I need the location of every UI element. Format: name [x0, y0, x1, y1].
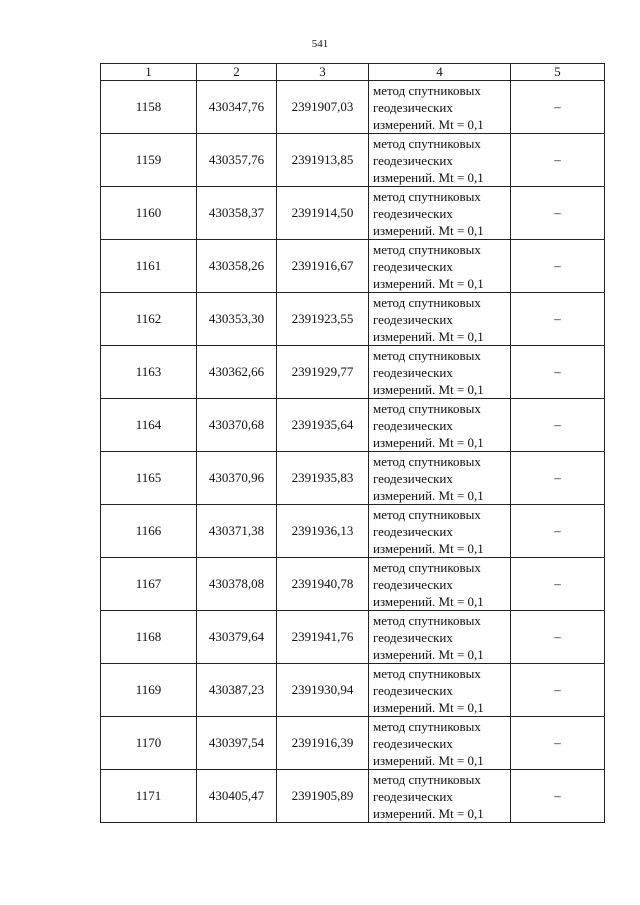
header-col-5: 5: [511, 64, 605, 81]
method-line: геодезических: [373, 629, 453, 645]
x-coordinate-cell: 430387,23: [197, 664, 277, 717]
note-cell: –: [511, 611, 605, 664]
header-row: [101, 64, 605, 81]
y-coordinate-cell: 2391936,13: [277, 505, 369, 558]
x-coordinate-cell: 430357,76: [197, 134, 277, 187]
method-cell: [369, 558, 511, 611]
point-number-cell: 1158: [101, 81, 197, 134]
method-line: метод спутниковых: [373, 135, 481, 151]
method-line: геодезических: [373, 735, 453, 751]
table-row: [101, 611, 605, 664]
header-col-1: 1: [101, 64, 197, 81]
point-number-cell: 1170: [101, 717, 197, 770]
method-cell: [369, 81, 511, 134]
note-cell: –: [511, 558, 605, 611]
x-coordinate-cell: 430353,30: [197, 293, 277, 346]
table-row: [101, 770, 605, 823]
y-coordinate-cell: 2391907,03: [277, 81, 369, 134]
table-body: [101, 81, 605, 823]
method-line: геодезических: [373, 417, 453, 433]
header-col-3: 3: [277, 64, 369, 81]
method-line: метод спутниковых: [373, 294, 481, 310]
method-line: измерений. Mt = 0,1: [373, 752, 484, 768]
method-cell: [369, 505, 511, 558]
point-number-cell: 1169: [101, 664, 197, 717]
method-line: геодезических: [373, 470, 453, 486]
method-cell: [369, 452, 511, 505]
x-coordinate-cell: 430362,66: [197, 346, 277, 399]
method-cell: [369, 770, 511, 823]
page-number: 541: [311, 38, 329, 50]
method-line: измерений. Mt = 0,1: [373, 646, 484, 662]
method-line: измерений. Mt = 0,1: [373, 699, 484, 715]
y-coordinate-cell: 2391914,50: [277, 187, 369, 240]
y-coordinate-cell: 2391905,89: [277, 770, 369, 823]
table-row: [101, 134, 605, 187]
method-line: геодезических: [373, 152, 453, 168]
method-line: измерений. Mt = 0,1: [373, 381, 484, 397]
method-cell: [369, 187, 511, 240]
note-cell: –: [511, 717, 605, 770]
note-cell: –: [511, 240, 605, 293]
x-coordinate-cell: 430370,96: [197, 452, 277, 505]
point-number-cell: 1167: [101, 558, 197, 611]
method-line: геодезических: [373, 205, 453, 221]
point-number-cell: 1165: [101, 452, 197, 505]
method-line: измерений. Mt = 0,1: [373, 222, 484, 238]
method-line: геодезических: [373, 788, 453, 804]
table-row: [101, 187, 605, 240]
x-coordinate-cell: 430379,64: [197, 611, 277, 664]
x-coordinate-cell: 430347,76: [197, 81, 277, 134]
method-line: измерений. Mt = 0,1: [373, 328, 484, 344]
method-line: измерений. Mt = 0,1: [373, 540, 484, 556]
table-row: [101, 399, 605, 452]
method-line: геодезических: [373, 311, 453, 327]
method-line: измерений. Mt = 0,1: [373, 593, 484, 609]
method-cell: [369, 293, 511, 346]
method-line: измерений. Mt = 0,1: [373, 169, 484, 185]
header-col-2: 2: [197, 64, 277, 81]
method-line: метод спутниковых: [373, 771, 481, 787]
method-cell: [369, 346, 511, 399]
point-number-cell: 1162: [101, 293, 197, 346]
method-line: метод спутниковых: [373, 453, 481, 469]
y-coordinate-cell: 2391941,76: [277, 611, 369, 664]
method-line: измерений. Mt = 0,1: [373, 116, 484, 132]
y-coordinate-cell: 2391913,85: [277, 134, 369, 187]
point-number-cell: 1164: [101, 399, 197, 452]
note-cell: –: [511, 81, 605, 134]
y-coordinate-cell: 2391940,78: [277, 558, 369, 611]
method-line: геодезических: [373, 523, 453, 539]
method-line: геодезических: [373, 576, 453, 592]
y-coordinate-cell: 2391923,55: [277, 293, 369, 346]
table-row: [101, 293, 605, 346]
method-cell: [369, 664, 511, 717]
x-coordinate-cell: 430378,08: [197, 558, 277, 611]
note-cell: –: [511, 293, 605, 346]
method-line: измерений. Mt = 0,1: [373, 487, 484, 503]
note-cell: –: [511, 770, 605, 823]
table-row: [101, 240, 605, 293]
method-line: геодезических: [373, 364, 453, 380]
note-cell: –: [511, 134, 605, 187]
x-coordinate-cell: 430405,47: [197, 770, 277, 823]
method-line: метод спутниковых: [373, 718, 481, 734]
method-line: метод спутниковых: [373, 665, 481, 681]
y-coordinate-cell: 2391930,94: [277, 664, 369, 717]
y-coordinate-cell: 2391929,77: [277, 346, 369, 399]
method-line: метод спутниковых: [373, 559, 481, 575]
point-number-cell: 1168: [101, 611, 197, 664]
x-coordinate-cell: 430358,26: [197, 240, 277, 293]
method-line: геодезических: [373, 99, 453, 115]
method-cell: [369, 240, 511, 293]
method-line: геодезических: [373, 682, 453, 698]
note-cell: –: [511, 399, 605, 452]
x-coordinate-cell: 430358,37: [197, 187, 277, 240]
x-coordinate-cell: 430371,38: [197, 505, 277, 558]
point-number-cell: 1171: [101, 770, 197, 823]
y-coordinate-cell: 2391935,64: [277, 399, 369, 452]
note-cell: –: [511, 505, 605, 558]
x-coordinate-cell: 430370,68: [197, 399, 277, 452]
note-cell: –: [511, 664, 605, 717]
method-line: метод спутниковых: [373, 400, 481, 416]
method-cell: [369, 134, 511, 187]
method-line: метод спутниковых: [373, 241, 481, 257]
table-row: [101, 558, 605, 611]
note-cell: –: [511, 187, 605, 240]
table-row: [101, 81, 605, 134]
header-col-4: 4: [369, 64, 511, 81]
note-cell: –: [511, 452, 605, 505]
method-line: метод спутниковых: [373, 82, 481, 98]
method-line: метод спутниковых: [373, 188, 481, 204]
method-line: измерений. Mt = 0,1: [373, 805, 484, 821]
point-number-cell: 1163: [101, 346, 197, 399]
point-number-cell: 1166: [101, 505, 197, 558]
y-coordinate-cell: 2391916,39: [277, 717, 369, 770]
method-line: метод спутниковых: [373, 506, 481, 522]
table-row: [101, 664, 605, 717]
method-cell: [369, 717, 511, 770]
point-number-cell: 1160: [101, 187, 197, 240]
method-line: метод спутниковых: [373, 612, 481, 628]
method-line: геодезических: [373, 258, 453, 274]
method-line: измерений. Mt = 0,1: [373, 275, 484, 291]
point-number-cell: 1161: [101, 240, 197, 293]
table-row: [101, 452, 605, 505]
note-cell: –: [511, 346, 605, 399]
table-row: [101, 505, 605, 558]
table-row: [101, 346, 605, 399]
x-coordinate-cell: 430397,54: [197, 717, 277, 770]
point-number-cell: 1159: [101, 134, 197, 187]
y-coordinate-cell: 2391916,67: [277, 240, 369, 293]
method-cell: [369, 399, 511, 452]
table-header: [101, 64, 605, 81]
method-line: измерений. Mt = 0,1: [373, 434, 484, 450]
table-row: [101, 717, 605, 770]
method-cell: [369, 611, 511, 664]
coordinates-table: [100, 63, 605, 823]
method-line: метод спутниковых: [373, 347, 481, 363]
y-coordinate-cell: 2391935,83: [277, 452, 369, 505]
